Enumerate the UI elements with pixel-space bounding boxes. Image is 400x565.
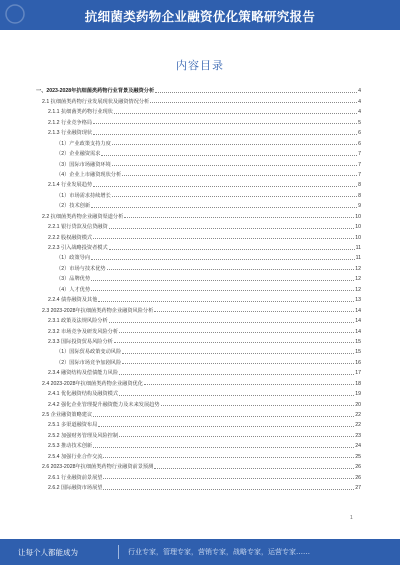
- toc-entry-page: 4: [358, 88, 361, 95]
- toc-entry-text: 2.1 抗细菌类药物行业发展现状及融资情况分析: [42, 98, 150, 105]
- toc-entry-text: （2）市场与技术优势: [56, 265, 106, 272]
- toc-entry[interactable]: [36, 418, 361, 428]
- toc-entry-page: 11: [355, 255, 361, 262]
- toc-entry[interactable]: [36, 84, 361, 94]
- toc-entry-text: 2.6.1 行业融资前景展望: [48, 474, 103, 481]
- toc-entry-text: （3）国际市场融资环境: [56, 161, 111, 168]
- toc-entry[interactable]: [36, 178, 361, 188]
- toc-entry-text: 2.1.4 行业发展趋势: [48, 182, 93, 189]
- toc-entry-page: 18: [355, 380, 361, 387]
- toc-entry-page: 4: [358, 109, 361, 116]
- toc-leader-dots: [124, 217, 354, 218]
- toc-leader-dots: [122, 363, 354, 364]
- toc-entry-text: （4）人才优势: [56, 286, 91, 293]
- toc-entry[interactable]: [36, 272, 361, 282]
- toc-entry-text: 2.3.1 政策及法规风险分析: [48, 318, 108, 325]
- toc-entry[interactable]: [36, 94, 361, 104]
- toc-entry-page: 11: [355, 245, 361, 251]
- toc-leader-dots: [93, 447, 354, 448]
- toc-leader-dots: [93, 186, 357, 187]
- toc-entry-text: 2.2.3 引入战略投资者模式: [48, 245, 108, 251]
- toc-entry[interactable]: [36, 105, 361, 115]
- toc-entry-page: 7: [358, 161, 361, 168]
- toc-leader-dots: [112, 144, 357, 145]
- toc-entry[interactable]: [36, 366, 361, 376]
- toc-entry[interactable]: [36, 168, 361, 178]
- footer-slogan: 让每个人都能成为: [18, 548, 78, 557]
- toc-entry[interactable]: [36, 324, 361, 334]
- toc-leader-dots: [112, 165, 357, 166]
- toc-leader-dots: [98, 301, 354, 302]
- toc-entry[interactable]: [36, 355, 361, 365]
- toc-entry-text: 2.5.1 多渠道融资布局: [48, 422, 98, 429]
- toc-leader-dots: [114, 113, 357, 114]
- toc-leader-dots: [98, 426, 354, 427]
- toc-entry-page: 8: [358, 192, 361, 199]
- page-number: 1: [350, 515, 353, 521]
- toc-entry-text: 2.5.4 加强行业合作交流: [48, 453, 103, 460]
- toc-entry-page: 8: [358, 182, 361, 189]
- toc-entry[interactable]: [36, 449, 361, 459]
- table-of-contents: [36, 84, 361, 491]
- toc-entry-page: 10: [355, 213, 361, 220]
- toc-entry[interactable]: [36, 136, 361, 146]
- toc-entry-text: 2.6.2 国际融资市场展望: [48, 485, 103, 492]
- toc-entry-page: 27: [355, 485, 361, 492]
- toc-entry-page: 7: [358, 151, 361, 158]
- toc-entry-page: 26: [355, 464, 361, 471]
- toc-entry[interactable]: [36, 303, 361, 313]
- toc-entry-text: 2.1.1 抗细菌类药物行业现状: [48, 109, 113, 116]
- toc-entry[interactable]: [36, 251, 361, 261]
- toc-leader-dots: [91, 280, 354, 281]
- toc-entry-page: 14: [355, 318, 361, 325]
- toc-entry[interactable]: [36, 230, 361, 240]
- toc-entry-text: 2.3.3 国际投资贸易风险分析: [48, 338, 113, 345]
- toc-entry[interactable]: [36, 261, 361, 271]
- toc-leader-dots: [155, 92, 357, 93]
- toc-entry-page: 14: [355, 307, 361, 314]
- toc-entry-text: （2）技术创新: [56, 203, 91, 210]
- toc-entry[interactable]: [36, 439, 361, 449]
- toc-entry-text: 2.6 2023-2028年抗细菌类药物行业融资前景预测: [42, 464, 154, 471]
- toc-entry-page: 9: [358, 203, 361, 210]
- toc-entry-page: 12: [355, 276, 361, 283]
- toc-entry-page: 15: [355, 338, 361, 345]
- toc-leader-dots: [119, 395, 354, 396]
- toc-entry-text: 2.4 2023-2028年抗细菌类药物企业融资优化: [42, 380, 143, 387]
- toc-entry[interactable]: [36, 282, 361, 292]
- toc-entry-text: 2.1.2 行业竞争格局: [48, 119, 93, 126]
- toc-leader-dots: [161, 405, 355, 406]
- toc-entry[interactable]: [36, 147, 361, 157]
- toc-entry[interactable]: [36, 428, 361, 438]
- toc-entry-text: 2.5 企业融资策略建议: [42, 412, 93, 418]
- toc-entry[interactable]: [36, 241, 361, 251]
- toc-leader-dots: [103, 478, 354, 479]
- toc-entry-text: （1）市场需求持续增长: [56, 192, 111, 199]
- toc-entry-text: 2.2.1 银行贷款及信贷融资: [48, 224, 108, 231]
- toc-entry-page: 12: [355, 265, 361, 272]
- toc-leader-dots: [144, 384, 354, 385]
- toc-entry-page: 23: [355, 432, 361, 439]
- toc-entry-text: （1）政策导向: [56, 255, 91, 262]
- toc-entry-text: 2.3.4 融资结构及偿债能力风险: [48, 370, 119, 377]
- footer-divider: [118, 545, 119, 559]
- toc-entry-page: 14: [355, 328, 361, 335]
- report-title: 抗细菌类药物企业融资优化策略研究报告: [84, 9, 316, 24]
- toc-leader-dots: [93, 238, 354, 239]
- toc-entry-page: 16: [355, 359, 361, 366]
- toc-entry[interactable]: [36, 209, 361, 219]
- toc-entry-text: （2）国际市场竞争加剧风险: [56, 359, 122, 366]
- toc-entry-page: 20: [355, 401, 361, 408]
- footer-bar: [0, 539, 400, 565]
- toc-entry-page: 26: [355, 474, 361, 481]
- toc-leader-dots: [154, 468, 354, 469]
- toc-entry-text: 2.2 抗细菌类药物企业融资渠道分析: [42, 213, 124, 220]
- toc-entry-text: 2.2.2 股权融资模式: [48, 234, 93, 241]
- toc-leader-dots: [93, 123, 357, 124]
- toc-leader-dots: [119, 436, 354, 437]
- toc-leader-dots: [91, 290, 354, 291]
- toc-entry-page: 10: [355, 224, 361, 231]
- toc-entry-text: 2.3.2 市场竞争及研发风险分析: [48, 328, 119, 335]
- toc-leader-dots: [122, 353, 354, 354]
- toc-entry[interactable]: [36, 376, 361, 386]
- toc-entry[interactable]: [36, 345, 361, 355]
- toc-leader-dots: [114, 342, 354, 343]
- toc-entry[interactable]: [36, 460, 361, 470]
- toc-leader-dots: [119, 332, 354, 333]
- toc-leader-dots: [93, 416, 354, 417]
- toc-leader-dots: [107, 269, 355, 270]
- toc-entry[interactable]: [36, 314, 361, 324]
- footer-tagline: 行业专家，管理专家，营销专家，战略专家，运营专家……: [128, 548, 310, 556]
- toc-leader-dots: [109, 249, 355, 250]
- report-header-bar: [0, 0, 400, 30]
- toc-leader-dots: [93, 134, 357, 135]
- toc-entry[interactable]: [36, 387, 361, 397]
- toc-entry[interactable]: [36, 115, 361, 125]
- toc-leader-dots: [154, 311, 354, 312]
- toc-entry-text: （1）国际贸易政策变动风险: [56, 349, 122, 356]
- toc-entry[interactable]: [36, 199, 361, 209]
- toc-leader-dots: [101, 155, 357, 156]
- toc-entry[interactable]: [36, 481, 361, 491]
- toc-entry-page: 22: [355, 422, 361, 429]
- toc-leader-dots: [91, 259, 355, 260]
- toc-leader-dots: [103, 489, 354, 490]
- toc-leader-dots: [122, 175, 357, 176]
- toc-leader-dots: [112, 196, 357, 197]
- toc-leader-dots: [91, 207, 357, 208]
- toc-entry-text: （4）企业上市融资现状分析: [56, 171, 122, 178]
- toc-entry-page: 25: [355, 453, 361, 460]
- toc-entry-text: 2.5.3 推动技术创新: [48, 443, 93, 450]
- toc-entry[interactable]: [36, 335, 361, 345]
- toc-leader-dots: [109, 322, 355, 323]
- toc-entry[interactable]: [36, 397, 361, 407]
- toc-entry[interactable]: [36, 470, 361, 480]
- toc-entry-page: 6: [358, 140, 361, 147]
- toc-leader-dots: [103, 457, 354, 458]
- toc-entry-page: 17: [355, 370, 361, 377]
- toc-entry-text: （2）企业融资需求: [56, 151, 101, 158]
- toc-entry[interactable]: [36, 157, 361, 167]
- toc-entry-text: 2.4.1 优化融资结构及融资模式: [48, 391, 119, 398]
- toc-entry-page: 7: [358, 171, 361, 178]
- toc-entry[interactable]: [36, 188, 361, 198]
- toc-entry[interactable]: [36, 293, 361, 303]
- toc-title: 内容目录: [176, 59, 224, 72]
- toc-entry-page: 22: [355, 412, 361, 418]
- toc-entry-text: 2.5.2 加强财务管理及风险控制: [48, 432, 119, 439]
- toc-entry-page: 4: [358, 98, 361, 105]
- toc-entry-text: （1）产业政策支持力度: [56, 140, 111, 147]
- toc-entry-text: 2.4.2 强化企业管理提升融资能力及未来发展趋势: [48, 401, 160, 408]
- toc-entry-text: （3）品牌优势: [56, 276, 91, 283]
- toc-entry[interactable]: [36, 408, 361, 418]
- toc-leader-dots: [109, 228, 355, 229]
- toc-entry-text: 2.2.4 债券融资及其他: [48, 297, 98, 304]
- toc-entry[interactable]: [36, 220, 361, 230]
- toc-entry-page: 19: [355, 391, 361, 398]
- toc-entry-text: 2.1.3 行业融资现状: [48, 130, 93, 137]
- toc-entry-text: 2.3 2023-2028年抗细菌类药物企业融资风险分析: [42, 307, 154, 314]
- toc-entry-page: 6: [358, 130, 361, 137]
- toc-entry-page: 15: [355, 349, 361, 356]
- toc-leader-dots: [119, 374, 354, 375]
- toc-entry-text: 一、2023-2028年抗细菌类药物行业背景及融资分析: [36, 88, 155, 95]
- toc-entry-page: 5: [358, 119, 361, 126]
- toc-leader-dots: [150, 102, 357, 103]
- toc-entry[interactable]: [36, 126, 361, 136]
- toc-entry-page: 24: [355, 443, 361, 450]
- toc-entry-page: 12: [355, 286, 361, 293]
- toc-entry-page: 10: [355, 234, 361, 241]
- toc-entry-page: 13: [355, 297, 361, 304]
